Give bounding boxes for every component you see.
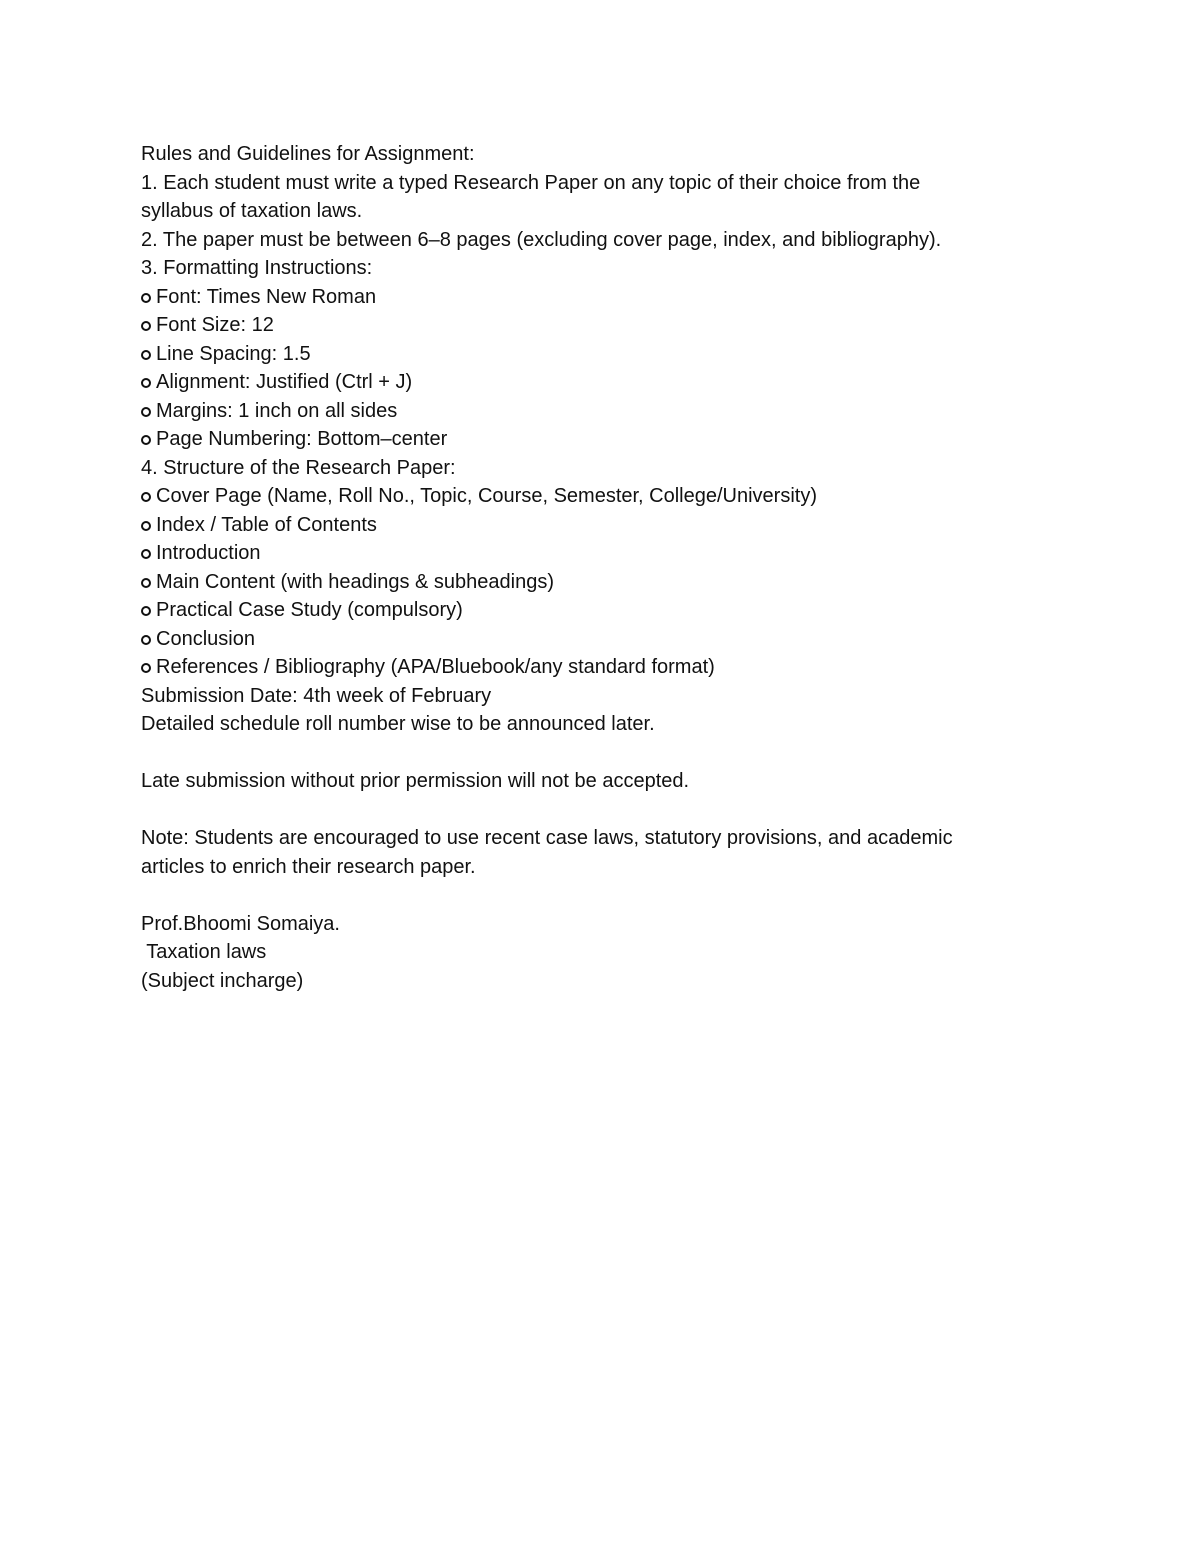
circle-bullet-icon bbox=[141, 293, 151, 303]
list-item-text: Conclusion bbox=[156, 627, 255, 650]
circle-bullet-icon bbox=[141, 578, 151, 588]
list-item-text: Alignment: Justified (Ctrl + J) bbox=[156, 371, 413, 393]
circle-bullet-icon bbox=[141, 407, 151, 417]
list-item-structure bbox=[141, 511, 1041, 540]
signature-subject: Taxation laws bbox=[141, 941, 267, 963]
circle-bullet-icon bbox=[141, 492, 151, 502]
list-item-structure bbox=[141, 482, 1041, 511]
note-line-1: Note: Students are encouraged to use recent case laws, statutory provisions, and academic bbox=[141, 827, 953, 849]
list-item-text: Cover Page (Name, Roll No., Topic, Course, Semester, College/University) bbox=[156, 485, 817, 507]
paragraph-spacer bbox=[141, 796, 1041, 825]
list-item-text: Margins: 1 inch on all sides bbox=[156, 399, 398, 422]
circle-bullet-icon bbox=[141, 606, 151, 616]
list-item-structure bbox=[141, 653, 1041, 682]
list-item-formatting bbox=[141, 340, 1041, 369]
rule-3: 3. Formatting Instructions: bbox=[141, 257, 373, 279]
rule-4: 4. Structure of the Research Paper: bbox=[141, 456, 456, 479]
list-item-formatting bbox=[141, 425, 1041, 454]
schedule-note: Detailed schedule roll number wise to be announced later. bbox=[141, 713, 655, 735]
circle-bullet-icon bbox=[141, 663, 151, 673]
submission-date: Submission Date: 4th week of February bbox=[141, 684, 492, 707]
list-item-text: Line Spacing: 1.5 bbox=[156, 342, 311, 365]
document-heading: Rules and Guidelines for Assignment: bbox=[141, 143, 475, 165]
document-body bbox=[141, 140, 1041, 995]
list-item-structure bbox=[141, 596, 1041, 625]
paragraph-spacer bbox=[141, 881, 1041, 910]
list-item-structure bbox=[141, 539, 1041, 568]
list-item-text: Main Content (with headings & subheadings) bbox=[156, 570, 555, 593]
list-item-formatting bbox=[141, 397, 1041, 426]
paragraph-spacer bbox=[141, 739, 1041, 768]
circle-bullet-icon bbox=[141, 321, 151, 331]
list-item-structure bbox=[141, 568, 1041, 597]
circle-bullet-icon bbox=[141, 350, 151, 360]
rule-1-line-1: 1. Each student must write a typed Research Paper on any topic of their choice from the bbox=[141, 171, 921, 194]
signature-role: (Subject incharge) bbox=[141, 969, 304, 992]
list-item-formatting bbox=[141, 368, 1041, 397]
list-item-text: Font Size: 12 bbox=[156, 314, 274, 336]
late-submission-note: Late submission without prior permission will not be accepted. bbox=[141, 770, 690, 792]
list-item-text: Index / Table of Contents bbox=[156, 513, 377, 536]
circle-bullet-icon bbox=[141, 378, 151, 388]
list-item-text: Introduction bbox=[156, 542, 261, 564]
circle-bullet-icon bbox=[141, 521, 151, 531]
list-item-text: References / Bibliography (APA/Bluebook/any standard format) bbox=[156, 656, 715, 678]
rule-2: 2. The paper must be between 6–8 pages (excluding cover page, index, and bibliography). bbox=[141, 228, 942, 251]
list-item-text: Practical Case Study (compulsory) bbox=[156, 599, 463, 621]
circle-bullet-icon bbox=[141, 435, 151, 445]
list-item-formatting bbox=[141, 283, 1041, 312]
note-line-2: articles to enrich their research paper. bbox=[141, 855, 476, 878]
list-item-structure bbox=[141, 625, 1041, 654]
list-item-formatting bbox=[141, 311, 1041, 340]
rule-1-line-2: syllabus of taxation laws. bbox=[141, 200, 363, 222]
circle-bullet-icon bbox=[141, 635, 151, 645]
signature-name: Prof.Bhoomi Somaiya. bbox=[141, 912, 340, 935]
circle-bullet-icon bbox=[141, 549, 151, 559]
list-item-text: Font: Times New Roman bbox=[156, 285, 377, 308]
list-item-text: Page Numbering: Bottom–center bbox=[156, 428, 448, 450]
